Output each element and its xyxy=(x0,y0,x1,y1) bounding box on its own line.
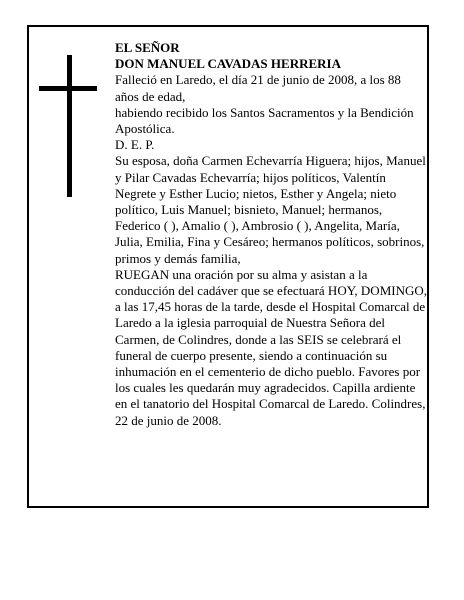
deceased-name: DON MANUEL CAVADAS HERRERIA xyxy=(115,56,341,72)
sacraments-text: habiendo recibido los Santos Sacramentos y la Bendición Apostólica. xyxy=(115,104,414,137)
rip-abbreviation: D. E. P. xyxy=(115,137,155,153)
latin-cross-icon xyxy=(39,55,97,197)
cross-vertical-bar xyxy=(67,55,72,197)
cross-horizontal-bar xyxy=(39,86,97,91)
family-list: Su esposa, doña Carmen Echevarría Higuera; hijos, Manuel y Pilar Cavadas Echevarría; hijos políticos, Valentín Negrete y Esther Lucio; nietos, Esther y Angela; nieto político, Luis Manuel; bisnieto, Manuel; hermanos, Federico ( ), Amalio ( ), Ambrosio ( ), Angelita, María, Julia, Emilia, Fina y Cesáreo; hermanos políticos, sobrinos, primos y demás familia, xyxy=(115,153,426,266)
death-details: Falleció en Laredo, el día 21 de junio de 2008, a los 88 años de edad, xyxy=(115,72,401,104)
heading-title: EL SEÑOR xyxy=(115,40,180,55)
funeral-request: RUEGAN una oración por su alma y asistan a la conducción del cadáver que se efectuará HOY, DOMINGO, a las 17,45 horas de la tarde, desde el Hospital Comarcal de Laredo a la iglesia parroquial de Nuestra Señora del Carmen, de Colindres, donde a las SEIS se celebrará el funeral de cuerpo presente, siendo a continuación su inhumación en el cementerio de dicho pueblo. Favores por los cuales les quedarán muy agradecidos. Capilla ardiente en el tanatorio del Hospital Comarcal de Laredo. Colindres, 22 de junio de 2008. xyxy=(115,266,427,428)
obituary-notice xyxy=(27,25,429,508)
obituary-text xyxy=(115,40,427,429)
